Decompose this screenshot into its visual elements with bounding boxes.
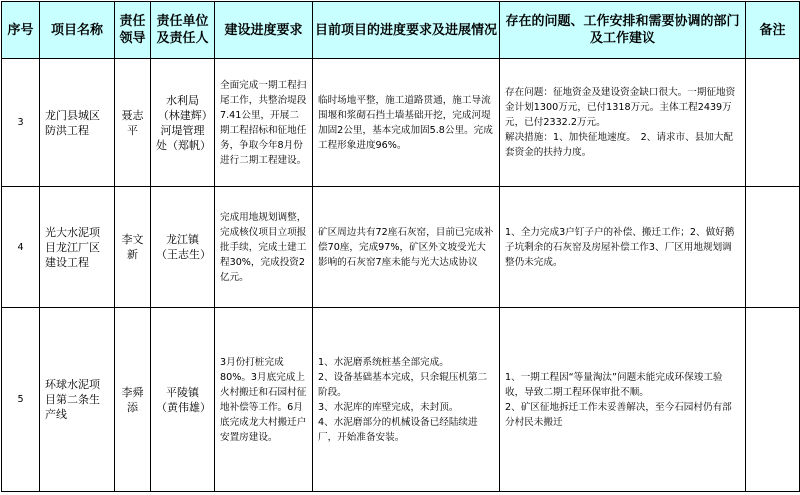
header-unit: 责任单位及责任人 (151, 2, 215, 59)
header-row (2, 2, 800, 59)
note-cell (746, 59, 800, 187)
note-cell (746, 187, 800, 308)
unit-cell: 龙江镇（王志生） (151, 187, 215, 308)
issues-cell (500, 59, 746, 187)
note-cell (746, 308, 800, 492)
header-issues: 存在的问题、工作安排和需要协调的部门及工作建议 (500, 2, 746, 59)
header-project-name: 项目名称 (40, 2, 115, 59)
progress-cell (313, 59, 500, 187)
unit-cell: 水利局（林建辉）河堤管理处（郑帆） (151, 59, 215, 187)
header-requirement: 建设进度要求 (215, 2, 313, 59)
table-row (2, 308, 800, 492)
progress-text: 临时场地平整，施工道路贯通，施工导流围堰和浆砌石挡土墙基础开挖，完成河堤加固2公里，基本完成加固5.8公里。完成工程形象进度96%。 (318, 94, 493, 151)
progress-text: 2、设备基础基本完成，只余辊压机第二阶段。 (318, 371, 488, 398)
project-name-cell: 环球水泥项目第二条生产线 (40, 308, 115, 492)
header-seq: 序号 (2, 2, 40, 59)
issue-text: 2、矿区征地拆迁工作未妥善解决，至今石园村仍有部分村民未搬迁 (505, 401, 732, 428)
leader-cell: 李舜添 (115, 308, 151, 492)
table-row (2, 59, 800, 187)
issues-cell (500, 187, 746, 308)
requirement-cell: 全面完成一期工程扫尾工作，共整治堤段7.41公里，开展二期工程招标和征地任务，争取今年8月份进行二期工程建设。 (215, 59, 313, 187)
table-row (2, 187, 800, 308)
seq-cell: 3 (2, 59, 40, 187)
issue-text: 1、全力完成3户钉子户的补偿、搬迁工作；2、做好鹅子坑剩余的石灰窑及房屋补偿工作3、厂区用地规划调整仍未完成。 (505, 226, 735, 268)
progress-table (1, 1, 800, 492)
project-name-cell: 光大水泥项目龙江厂区建设工程 (40, 187, 115, 308)
seq-cell: 5 (2, 308, 40, 492)
leader-cell: 聂志平 (115, 59, 151, 187)
project-name-cell: 龙门县城区防洪工程 (40, 59, 115, 187)
header-leader: 责任领导 (115, 2, 151, 59)
issue-text: 1、一期工程因“等量淘汰”问题未能完成环保竣工验收，导致二期工程环保审批不顺。 (505, 371, 723, 398)
issue-text: 存在问题：征地资金及建设资金缺口很大。一期征地资金计划1300万元，已付1318万元。主体工程2439万元，已付2332.2万元。 (505, 87, 736, 128)
progress-text: 4、水泥磨部分的机械设备已经陆续进厂，开始准备安装。 (318, 416, 478, 443)
issues-cell (500, 308, 746, 492)
progress-cell (313, 308, 500, 492)
header-progress: 目前项目的进度要求及进展情况 (313, 2, 500, 59)
progress-text: 3、水泥库的库壁完成，未封顶。 (318, 401, 459, 413)
requirement-cell: 完成用地规划调整，完成核仪项目立项报批手续，完成土建工程30%，完成投资2亿元。 (215, 187, 313, 308)
unit-cell: 平陵镇（黄伟雄） (151, 308, 215, 492)
seq-cell: 4 (2, 187, 40, 308)
progress-cell (313, 187, 500, 308)
progress-text: 矿区周边共有72座石灰窑，目前已完成补偿70座，完成97%，矿区外文坡受光大影响的石灰窑7座未能与光大达成协议 (318, 226, 494, 268)
leader-cell: 李文新 (115, 187, 151, 308)
progress-text: 1、水泥磨系统桩基全部完成。 (318, 356, 449, 368)
header-note: 备注 (746, 2, 800, 59)
issue-text: 解决措施：1、加快征地速度。 2、请求市、县加大配套资金的扶持力度。 (505, 132, 734, 158)
requirement-cell: 3月份打桩完成80%。3月底完成上火村搬迁和石园村征地补偿等工作。6月底完成龙大村搬迁户安置房建设。 (215, 308, 313, 492)
